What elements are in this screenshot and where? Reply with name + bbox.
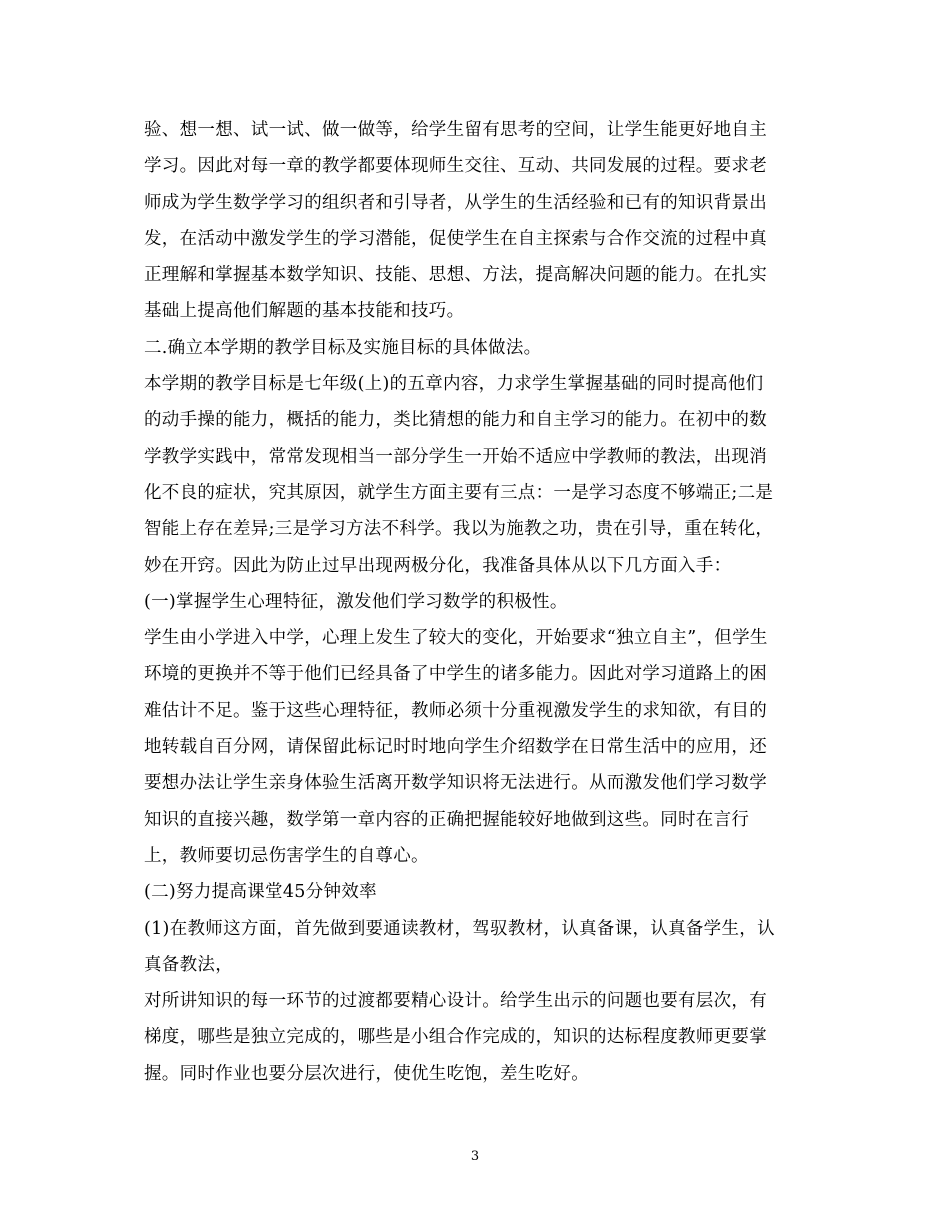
text-line: 本学期的教学目标是七年级(上)的五章内容，力求学生掌握基础的同时提高他们 (144, 374, 764, 395)
text-line: 地转载自百分网，请保留此标记时时地向学生介绍数学在日常生活中的应用，还 (144, 737, 767, 758)
text-line: 的动手操的能力，概括的能力，类比猜想的能力和自主学习的能力。在初中的数 (144, 410, 767, 431)
text-line: 上，教师要切忌伤害学生的自尊心。 (144, 845, 429, 866)
section-heading: 二.确立本学期的教学目标及实施目标的具体做法。 (144, 337, 542, 358)
text-line: 环境的更换并不等于他们已经具备了中学生的诸多能力。因此对学习道路上的困 (144, 664, 767, 685)
text-line: 梯度，哪些是独立完成的，哪些是小组合作完成的，知识的达标程度教师更要掌 (144, 1027, 767, 1048)
text-line: 发，在活动中激发学生的学习潜能，促使学生在自主探索与合作交流的过程中真 (144, 228, 767, 249)
text-line: 握。同时作业也要分层次进行，使优生吃饱，差生吃好。 (144, 1063, 589, 1084)
text-line: (1)在教师这方面，首先做到要通读教材，驾驭教材，认真备课，认真备学生，认 (144, 918, 775, 939)
text-line: 对所讲知识的每一环节的过渡都要精心设计。给学生出示的问题也要有层次，有 (144, 991, 767, 1012)
text-line: 妙在开窍。因此为防止过早出现两极分化，我准备具体从以下几方面入手： (144, 555, 732, 576)
text-line: 化不良的症状，究其原因，就学生方面主要有三点：一是学习态度不够端正;二是 (144, 482, 774, 503)
subsection-heading: (二)努力提高课堂45分钟效率 (144, 882, 377, 903)
text-line: 验、想一想、试一试、做一做等，给学生留有思考的空间，让学生能更好地自主 (144, 120, 767, 140)
text-line: 正理解和掌握基本数学知识、技能、思想、方法，提高解决问题的能力。在扎实 (144, 265, 767, 286)
text-line: 学习。因此对每一章的教学都要体现师生交往、互动、共同发展的过程。要求老 (144, 156, 767, 177)
page-number: 3 (470, 1149, 480, 1164)
text-line: 真备教法， (144, 954, 233, 975)
text-line: 学教学实践中，常常发现相当一部分学生一开始不适应中学教师的教法，出现消 (144, 446, 767, 467)
text-line: 师成为学生数学学习的组织者和引导者，从学生的生活经验和已有的知识背景出 (144, 192, 767, 213)
text-line: 智能上存在差异;三是学习方法不科学。我以为施教之功，贵在引导，重在转化， (144, 519, 774, 540)
text-line: 难估计不足。鉴于这些心理特征，教师必须十分重视激发学生的求知欲，有目的 (144, 700, 767, 721)
text-line: 知识的直接兴趣，数学第一章内容的正确把握能较好地做到这些。同时在言行 (144, 809, 750, 830)
text-line: 学生由小学进入中学，心理上发生了较大的变化，开始要求“独立自主”，但学生 (144, 628, 768, 649)
body-text (144, 112, 810, 1092)
text-line: 要想办法让学生亲身体验生活离开数学知识将无法进行。从而激发他们学习数学 (144, 773, 767, 794)
subsection-heading: (一)掌握学生心理特征，激发他们学习数学的积极性。 (144, 591, 568, 612)
text-line: 基础上提高他们解题的基本技能和技巧。 (144, 301, 465, 322)
